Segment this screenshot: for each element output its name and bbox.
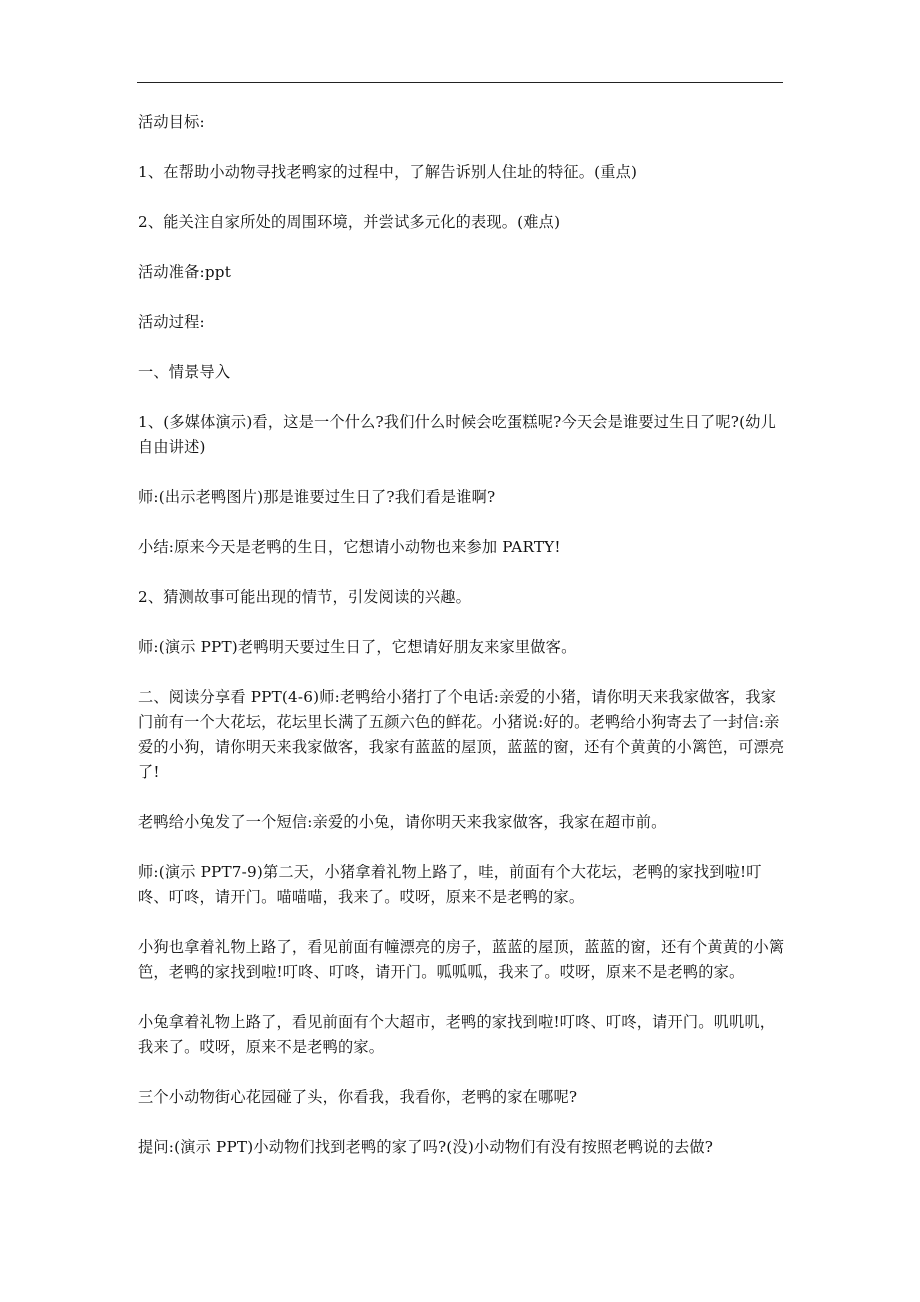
paragraph-section-1-heading: 一、情景导入: [138, 363, 231, 381]
paragraph-process-heading: 活动过程:: [138, 313, 205, 331]
paragraph-question: 提问:(演示 PPT)小动物们找到老鸭的家了吗?(没)小动物们有没有按照老鸭说的去做?: [138, 1138, 714, 1156]
paragraph-rabbit-message: 老鸭给小兔发了一个短信:亲爱的小兔，请你明天来我家做客，我家在超市前。: [138, 813, 667, 831]
paragraph-section-2: 二、阅读分享看 PPT(4-6)师:老鸭给小猪打了个电话:亲爱的小猪，请你明天来我家做客，我家门前有一个大花坛，花坛里长满了五颜六色的鲜花。小猪说:好的。老鸭给小狗寄去了一封信:亲爱的小狗，请你明天来我家做客，我家有蓝蓝的屋顶，蓝蓝的窗，还有个黄黄的小篱笆，可漂亮了!: [138, 688, 785, 781]
paragraph-preparation: 活动准备:ppt: [138, 263, 232, 281]
paragraph-summary: 小结:原来今天是老鸭的生日，它想请小动物也来参加 PARTY!: [138, 538, 561, 556]
paragraph-step-1: 1、(多媒体演示)看，这是一个什么?我们什么时候会吃蛋糕呢?今天会是谁要过生日了呢?(幼儿自由讲述): [138, 413, 776, 456]
paragraph-rabbit: 小兔拿着礼物上路了，看见前面有个大超市，老鸭的家找到啦!叮咚、叮咚，请开门。叽叽叽，我来了。哎呀，原来不是老鸭的家。: [138, 1013, 776, 1056]
paragraph-goal-2: 2、能关注自家所处的周围环境，并尝试多元化的表现。(难点): [138, 213, 561, 231]
paragraph-goal-1: 1、在帮助小动物寻找老鸭家的过程中，了解告诉别人住址的特征。(重点): [138, 163, 638, 181]
paragraph-step-2: 2、猜测故事可能出现的情节，引发阅读的兴趣。: [138, 588, 472, 606]
paragraph-goals-heading: 活动目标:: [138, 113, 205, 131]
header-rule: [137, 82, 783, 83]
paragraph-teacher-3: 师:(演示 PPT7-9)第二天，小猪拿着礼物上路了，哇，前面有个大花坛，老鸭的家找到啦!叮咚、叮咚，请开门。喵喵喵，我来了。哎呀，原来不是老鸭的家。: [138, 863, 762, 906]
paragraph-dog: 小狗也拿着礼物上路了，看见前面有幢漂亮的房子，蓝蓝的屋顶，蓝蓝的窗，还有个黄黄的小篱笆，老鸭的家找到啦!叮咚、叮咚，请开门。呱呱呱，我来了。哎呀，原来不是老鸭的家。: [138, 938, 785, 981]
paragraph-teacher-2: 师:(演示 PPT)老鸭明天要过生日了，它想请好朋友来家里做客。: [138, 638, 577, 656]
paragraph-meeting: 三个小动物街心花园碰了头，你看我，我看你，老鸭的家在哪呢?: [138, 1088, 578, 1106]
paragraph-teacher-1: 师:(出示老鸭图片)那是谁要过生日了?我们看是谁啊?: [138, 488, 496, 506]
document-body: [138, 110, 786, 1185]
